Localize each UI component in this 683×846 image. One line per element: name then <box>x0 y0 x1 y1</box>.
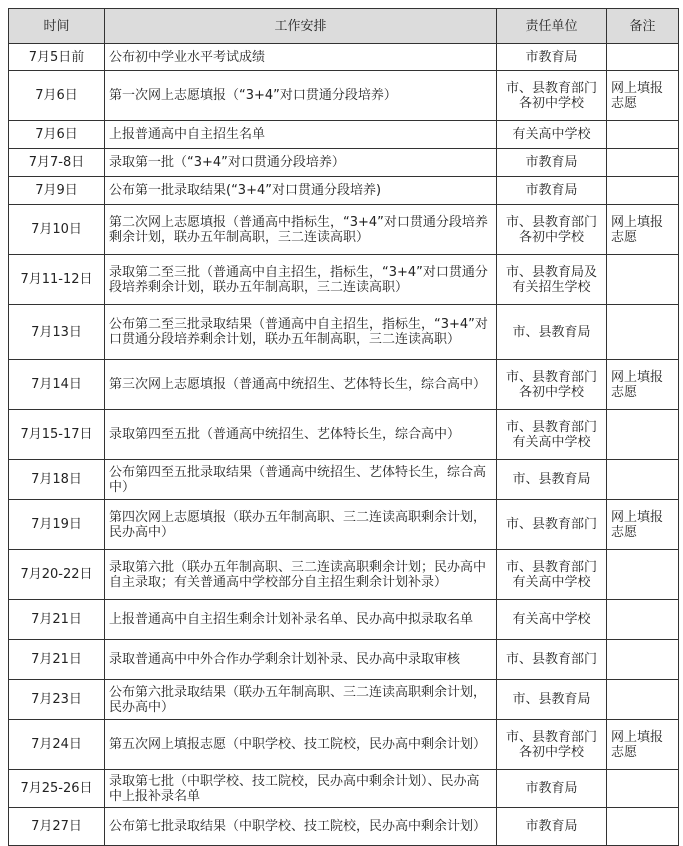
row-unit: 市教育局 <box>497 44 607 71</box>
row-note <box>607 460 679 500</box>
row-date: 7月5日前 <box>9 44 105 71</box>
row-note: 网上填报志愿 <box>607 500 679 550</box>
row-note <box>607 149 679 177</box>
table-row <box>9 121 679 149</box>
row-task: 录取普通高中中外合作办学剩余计划补录、民办高中录取审核 <box>105 640 497 680</box>
row-unit: 市教育局 <box>497 177 607 205</box>
row-note <box>607 177 679 205</box>
row-unit: 市、县教育局 <box>497 680 607 720</box>
row-task: 公布第六批录取结果（联办五年制高职、三二连读高职剩余计划，民办高中） <box>105 680 497 720</box>
table-row <box>9 500 679 550</box>
row-date: 7月13日 <box>9 305 105 360</box>
row-unit: 市、县教育部门 各初中学校 <box>497 360 607 410</box>
row-note <box>607 305 679 360</box>
row-task: 上报普通高中自主招生剩余计划补录名单、民办高中拟录取名单 <box>105 600 497 640</box>
row-unit: 市、县教育局及有关招生学校 <box>497 255 607 305</box>
table-row <box>9 808 679 846</box>
row-unit: 市、县教育局 <box>497 305 607 360</box>
table-row <box>9 360 679 410</box>
row-date: 7月23日 <box>9 680 105 720</box>
table-row <box>9 255 679 305</box>
table-row <box>9 770 679 808</box>
row-date: 7月21日 <box>9 600 105 640</box>
row-unit: 市、县教育部门 <box>497 500 607 550</box>
row-task: 公布第二至三批录取结果（普通高中自主招生，指标生，“3+4”对口贯通分段培养剩余计划，联办五年制高职，三二连读高职） <box>105 305 497 360</box>
row-note: 网上填报志愿 <box>607 71 679 121</box>
row-date: 7月25-26日 <box>9 770 105 808</box>
row-date: 7月7-8日 <box>9 149 105 177</box>
row-task: 公布第四至五批录取结果（普通高中统招生、艺体特长生，综合高中） <box>105 460 497 500</box>
row-date: 7月21日 <box>9 640 105 680</box>
row-task: 第三次网上志愿填报（普通高中统招生、艺体特长生，综合高中） <box>105 360 497 410</box>
row-date: 7月18日 <box>9 460 105 500</box>
row-note <box>607 410 679 460</box>
row-date: 7月14日 <box>9 360 105 410</box>
row-note: 网上填报志愿 <box>607 720 679 770</box>
table-row <box>9 149 679 177</box>
row-task: 录取第一批（“3+4”对口贯通分段培养） <box>105 149 497 177</box>
row-task: 录取第四至五批（普通高中统招生、艺体特长生，综合高中） <box>105 410 497 460</box>
row-task: 第一次网上志愿填报（“3+4”对口贯通分段培养） <box>105 71 497 121</box>
row-date: 7月27日 <box>9 808 105 846</box>
row-task: 上报普通高中自主招生名单 <box>105 121 497 149</box>
table-body <box>9 44 679 846</box>
row-note <box>607 44 679 71</box>
table-header-row <box>9 9 679 44</box>
row-task: 录取第六批（联办五年制高职、三二连读高职剩余计划；民办高中自主录取；有关普通高中学校部分自主招生剩余计划补录） <box>105 550 497 600</box>
table-row <box>9 410 679 460</box>
row-task: 第二次网上志愿填报（普通高中指标生，“3+4”对口贯通分段培养剩余计划，联办五年制高职，三二连读高职） <box>105 205 497 255</box>
row-note <box>607 600 679 640</box>
row-unit: 市、县教育部门 各初中学校 <box>497 71 607 121</box>
table-row <box>9 460 679 500</box>
row-note <box>607 255 679 305</box>
row-task: 录取第七批（中职学校、技工院校，民办高中剩余计划）、民办高中上报补录名单 <box>105 770 497 808</box>
row-unit: 市、县教育部门 有关高中学校 <box>497 410 607 460</box>
row-date: 7月15-17日 <box>9 410 105 460</box>
row-date: 7月9日 <box>9 177 105 205</box>
row-task: 公布第一批录取结果(“3+4”对口贯通分段培养) <box>105 177 497 205</box>
row-unit: 市、县教育部门 各初中学校 <box>497 720 607 770</box>
row-date: 7月20-22日 <box>9 550 105 600</box>
row-task: 第四次网上志愿填报（联办五年制高职、三二连读高职剩余计划，民办高中） <box>105 500 497 550</box>
row-note: 网上填报志愿 <box>607 205 679 255</box>
row-unit: 市、县教育部门 各初中学校 <box>497 205 607 255</box>
row-date: 7月6日 <box>9 71 105 121</box>
row-unit: 市、县教育部门 <box>497 640 607 680</box>
row-unit: 市、县教育部门 有关高中学校 <box>497 550 607 600</box>
row-note <box>607 808 679 846</box>
row-task: 公布初中学业水平考试成绩 <box>105 44 497 71</box>
row-task: 录取第二至三批（普通高中自主招生，指标生，“3+4”对口贯通分段培养剩余计划，联办五年制高职，三二连读高职） <box>105 255 497 305</box>
row-unit: 市教育局 <box>497 770 607 808</box>
row-date: 7月10日 <box>9 205 105 255</box>
table-row <box>9 680 679 720</box>
table-row <box>9 550 679 600</box>
row-date: 7月19日 <box>9 500 105 550</box>
header-unit: 责任单位 <box>497 9 607 44</box>
table-row <box>9 600 679 640</box>
row-note <box>607 550 679 600</box>
table-row <box>9 44 679 71</box>
row-unit: 市教育局 <box>497 808 607 846</box>
row-note <box>607 770 679 808</box>
row-date: 7月6日 <box>9 121 105 149</box>
table-row <box>9 177 679 205</box>
admission-schedule-table <box>8 8 679 846</box>
header-task: 工作安排 <box>105 9 497 44</box>
table-row <box>9 205 679 255</box>
row-unit: 有关高中学校 <box>497 121 607 149</box>
table-row <box>9 305 679 360</box>
header-date: 时间 <box>9 9 105 44</box>
row-task: 第五次网上填报志愿（中职学校、技工院校，民办高中剩余计划） <box>105 720 497 770</box>
row-note: 网上填报志愿 <box>607 360 679 410</box>
row-unit: 市、县教育局 <box>497 460 607 500</box>
row-date: 7月24日 <box>9 720 105 770</box>
row-task: 公布第七批录取结果（中职学校、技工院校，民办高中剩余计划） <box>105 808 497 846</box>
row-note <box>607 121 679 149</box>
row-unit: 有关高中学校 <box>497 600 607 640</box>
table-row <box>9 640 679 680</box>
row-unit: 市教育局 <box>497 149 607 177</box>
table-row <box>9 720 679 770</box>
row-date: 7月11-12日 <box>9 255 105 305</box>
row-note <box>607 680 679 720</box>
header-note: 备注 <box>607 9 679 44</box>
table-row <box>9 71 679 121</box>
row-note <box>607 640 679 680</box>
